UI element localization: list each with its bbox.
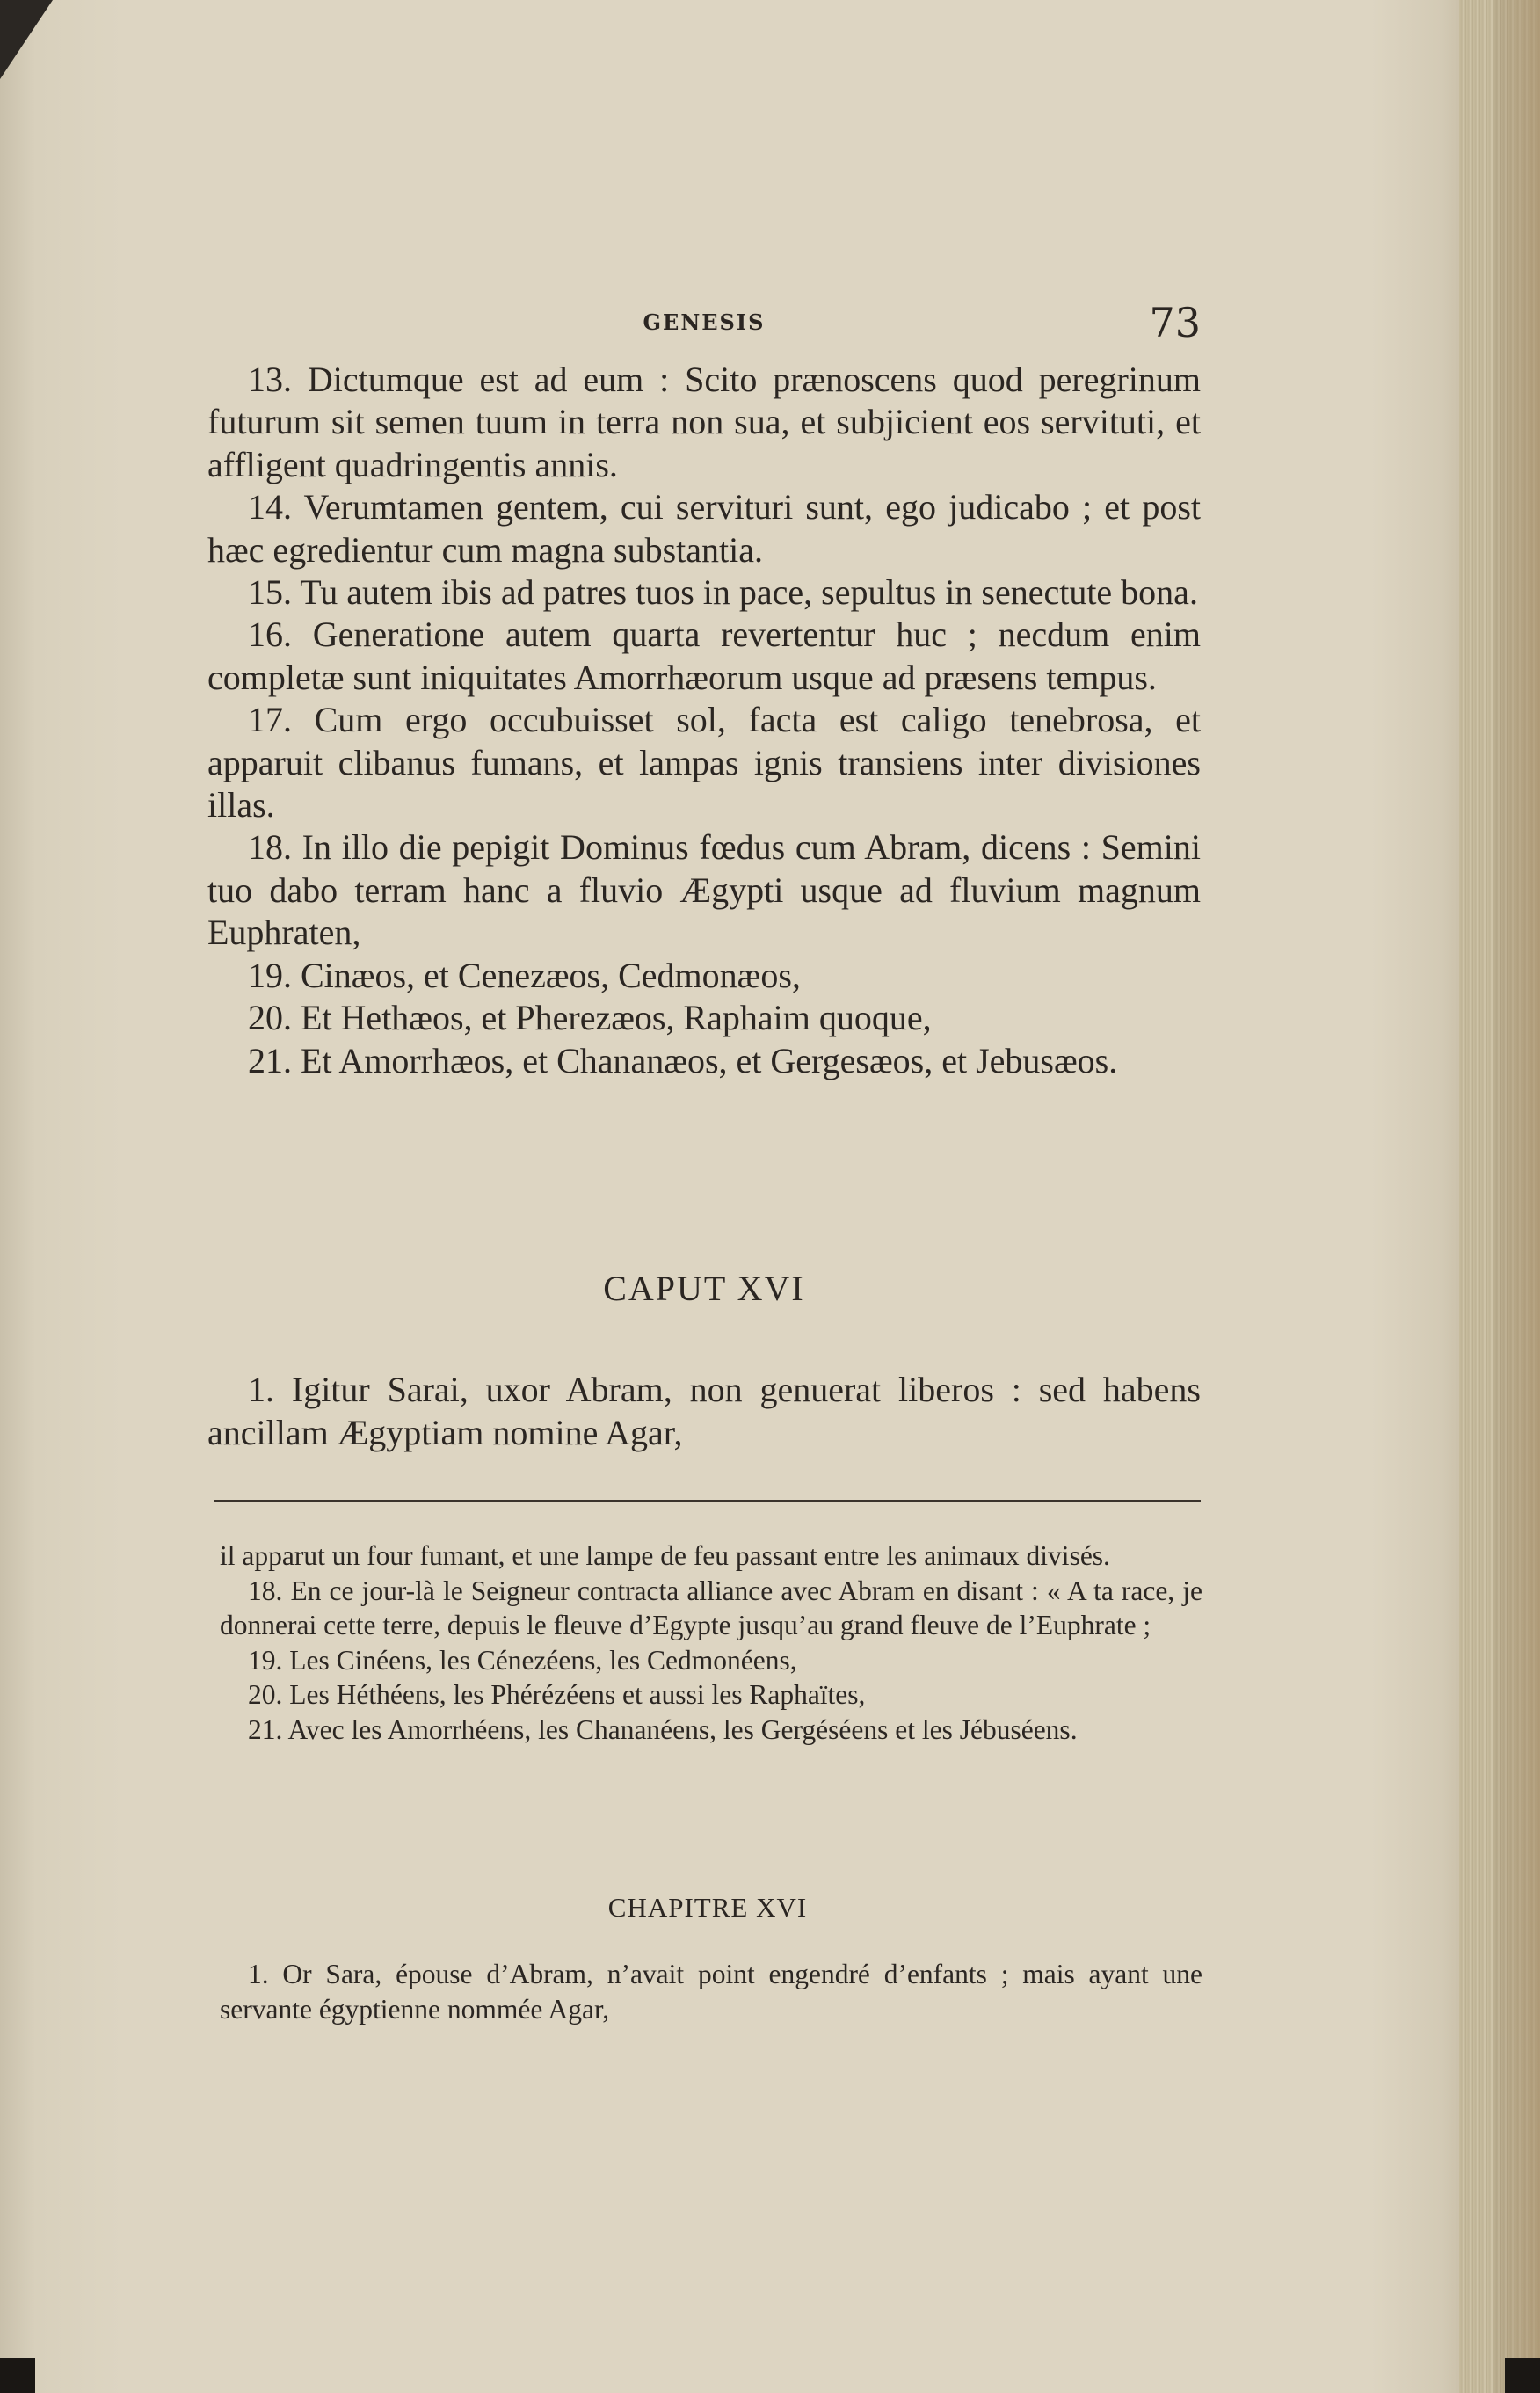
chapitre-verse-1: 1. Or Sara, épouse d’Abram, n’avait point engendré d’enfants ; mais ayant une servante égyptienne nommée Agar, — [220, 1959, 1202, 2025]
latin-text-block — [207, 359, 1201, 1082]
scan-corner-bottom-right — [1505, 2358, 1540, 2393]
latin-verse-20: 20. Et Hethæos, et Pherezæos, Raphaim quoque, — [248, 998, 932, 1038]
page-header — [207, 299, 1201, 352]
scan-corner-bottom-left — [0, 2358, 35, 2393]
latin-verse-13: 13. Dictumque est ad eum : Scito prænoscens quod peregrinum futurum sit semen tuum in terra non sua, et subjicient eos servituti, et affligent quadringentis annis. — [207, 360, 1201, 484]
latin-verse-14: 14. Verumtamen gentem, cui servituri sunt, ego judicabo ; et post hæc egredientur cum magna substantia. — [207, 487, 1201, 570]
french-verse-19: 19. Les Cinéens, les Cénezéens, les Cedmonéens, — [248, 1644, 797, 1676]
running-head: GENESIS — [643, 309, 766, 335]
latin-verse-18: 18. In illo die pepigit Dominus fœdus cum Abram, dicens : Semini tuo dabo terram hanc a fluvio Ægypti usque ad fluvium magnum Euphraten, — [207, 827, 1201, 953]
french-translation-block — [220, 1538, 1202, 1747]
french-verse-17-continued: il apparut un four fumant, et une lampe de feu passant entre les animaux divisés. — [220, 1540, 1110, 1571]
french-verse-21: 21. Avec les Amorrhéens, les Chananéens, les Gergéséens et les Jébuséens. — [248, 1713, 1078, 1745]
caput-heading: CAPUT XVI — [603, 1269, 805, 1308]
page-edge-shadow — [1494, 0, 1540, 2393]
latin-verse-19: 19. Cinæos, et Cenezæos, Cedmonæos, — [248, 955, 801, 995]
latin-verse-21: 21. Et Amorrhæos, et Chananæos, et Gergesæos, et Jebusæos. — [248, 1040, 1118, 1080]
latin-verse-15: 15. Tu autem ibis ad patres tuos in pace, sepultus in senectute bona. — [248, 572, 1198, 613]
page-number: 73 — [1149, 299, 1201, 346]
chapitre-heading: CHAPITRE XVI — [607, 1892, 808, 1923]
latin-verse-16: 16. Generatione autem quarta revertentur huc ; necdum enim completæ sunt iniquitates Amorrhæorum usque ad præsens tempus. — [207, 615, 1201, 697]
caput-verse-1: 1. Igitur Sarai, uxor Abram, non genuerat liberos : sed habens ancillam Ægyptiam nomine Agar, — [207, 1370, 1201, 1452]
french-verse-18: 18. En ce jour-là le Seigneur contracta alliance avec Abram en disant : « A ta race, je donnerai cette terre, depuis le fleuve d’Egypte jusqu’au grand fleuve de l’Euphrate ; — [220, 1575, 1202, 1640]
chapitre-text-block — [220, 1957, 1202, 2027]
french-verse-20: 20. Les Héthéens, les Phérézéens et aussi les Raphaïtes, — [248, 1679, 866, 1710]
footnote-divider — [214, 1500, 1201, 1502]
caput-text-block — [207, 1368, 1201, 1454]
latin-verse-17: 17. Cum ergo occubuisset sol, facta est caligo tenebrosa, et apparuit clibanus fumans, et lampas ignis transiens inter divisiones illas. — [207, 700, 1201, 826]
